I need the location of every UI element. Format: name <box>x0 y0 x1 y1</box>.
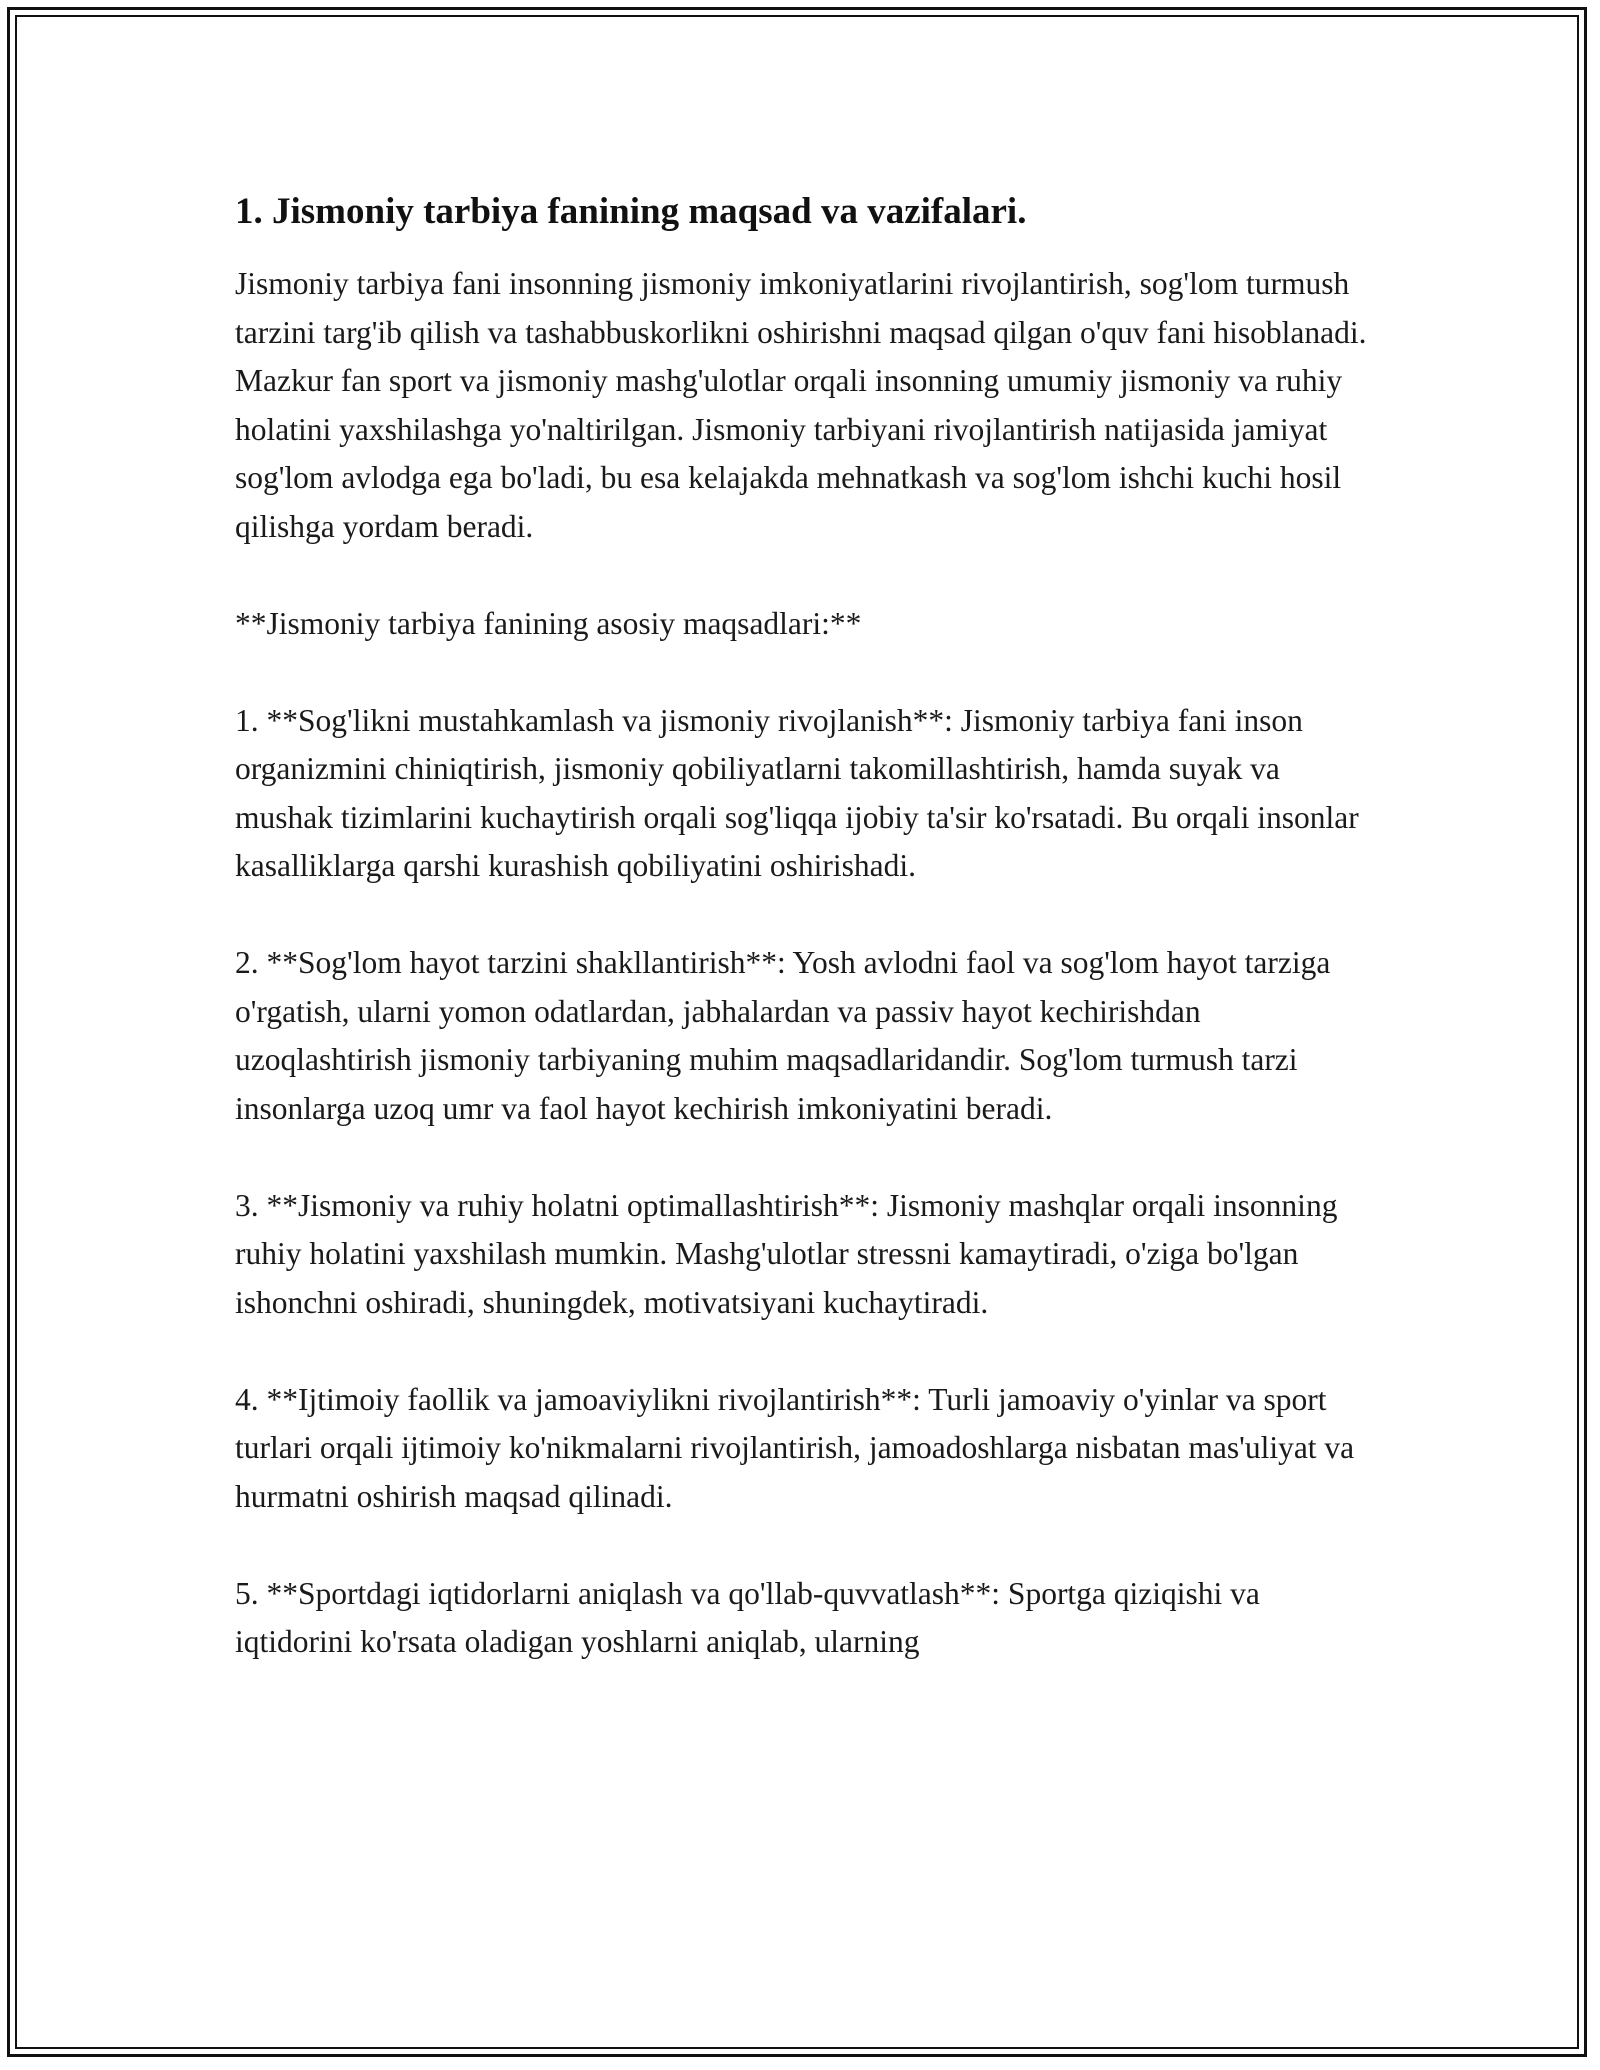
goal-item-1: 1. **Sog'likni mustahkamlash va jismoniy rivojlanish**: Jismoniy tarbiya fani inson organizmini chiniqtirish, jismoniy qobiliyatlarni takomillashtirish, hamda suyak va mushak tizimlarini kuchaytirish orqali sog'liqqa ijobiy ta'sir ko'rsatadi. Bu orqali insonlar kasalliklarga qarshi kurashish qobiliyatini oshirishadi. <box>235 702 1359 883</box>
goals-heading-paragraph: **Jismoniy tarbiya fanining asosiy maqsadlari:** <box>235 605 862 641</box>
document-body <box>235 188 1375 1715</box>
intro-paragraph: Jismoniy tarbiya fani insonning jismoniy imkoniyatlarini rivojlantirish, sog'lom turmush tarzini targ'ib qilish va tashabbuskorlikni oshirishni maqsad qilgan o'quv fani hisoblanadi. Mazkur fan sport va jismoniy mashg'ulotlar orqali insonning umumiy jismoniy va ruhiy holatini yaxshilashga yo'naltirilgan. Jismoniy tarbiyani rivojlantirish natijasida jamiyat sog'lom avlodga ega bo'ladi, bu esa kelajakda mehnatkash va sog'lom ishchi kuchi hosil qilishga yordam beradi. <box>235 266 1367 544</box>
goal-item-3: 3. **Jismoniy va ruhiy holatni optimallashtirish**: Jismoniy mashqlar orqali insonning ruhiy holatini yaxshilash mumkin. Mashg'ulotlar stressni kamaytiradi, o'ziga bo'lgan ishonchni oshiradi, shuningdek, motivatsiyani kuchaytiradi. <box>235 1187 1338 1320</box>
goal-item-2: 2. **Sog'lom hayot tarzini shakllantirish**: Yosh avlodni faol va sog'lom hayot tarziga o'rgatish, ularni yomon odatlardan, jabhalardan va passiv hayot kechirishdan uzoqlashtirish jismoniy tarbiyaning muhim maqsadlaridandir. Sog'lom turmush tarzi insonlarga uzoq umr va faol hayot kechirish imkoniyatini beradi. <box>235 945 1331 1126</box>
document-title: 1. Jismoniy tarbiya fanining maqsad va vazifalari. <box>235 191 1027 232</box>
goal-item-4: 4. **Ijtimoiy faollik va jamoaviylikni rivojlantirish**: Turli jamoaviy o'yinlar va sport turlari orqali ijtimoiy ko'nikmalarni rivojlantirish, jamoadoshlarga nisbatan mas'uliyat va hurmatni oshirish maqsad qilinadi. <box>235 1381 1355 1514</box>
goal-item-5: 5. **Sportdagi iqtidorlarni aniqlash va qo'llab-quvvatlash**: Sportga qiziqishi va iqtidorini ko'rsata oladigan yoshlarni aniqlab, ularning <box>235 1575 1260 1659</box>
